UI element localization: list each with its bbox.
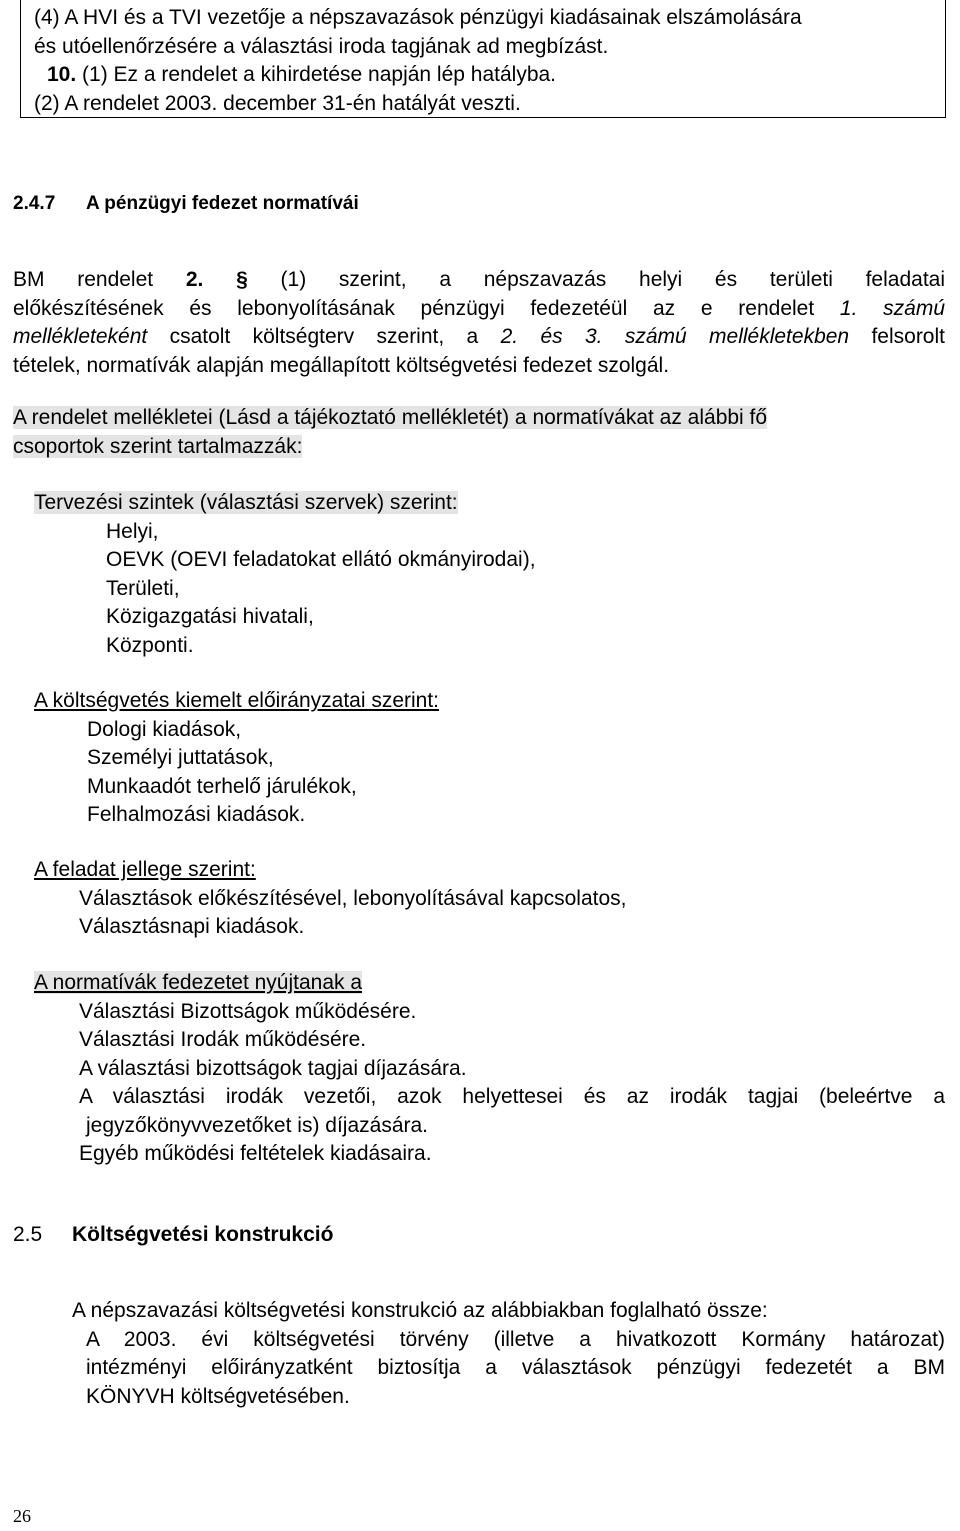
list-item: Személyi juttatások, (87, 746, 274, 769)
list-item: Közigazgatási hivatali, (106, 605, 314, 628)
boxed-excerpt (20, 0, 946, 118)
para1-text-c: előkészítésének és lebonyolításának pénzügyi fedezetéül az e rendelet (13, 296, 840, 320)
para1-italic-d: mellékleteként (13, 325, 148, 348)
section-heading-247 (13, 190, 359, 219)
para1-italic-c: 1. számú (839, 296, 945, 320)
final-line-3: intézményi előirányzatként biztosítja a választások pénzügyi fedezetét a BM (86, 1356, 945, 1379)
para1-line-3 (13, 323, 945, 352)
list-item: Dologi kiadások, (87, 717, 242, 741)
section-title: A pénzügyi fedezet normatívái (86, 193, 359, 214)
para1-text-d2: felsorolt (849, 325, 945, 348)
list-title: A feladat jellege szerint: (34, 858, 256, 881)
section-number: 2.4.7 (13, 193, 56, 214)
box-line-3 (34, 61, 945, 90)
para1-line-1 (13, 266, 945, 295)
section-sign-icon: § (236, 268, 248, 291)
list-item: Helyi, (106, 519, 159, 543)
list-item: Választási Irodák működésére. (79, 1028, 367, 1051)
list-item: Központi. (106, 633, 194, 657)
para1-line-2 (13, 295, 945, 324)
final-line-1: A népszavazási költségvetési konstrukció az alábbiakban foglalható össze: (72, 1299, 768, 1322)
paragraph-konstrukcio (72, 1297, 945, 1411)
para1-bold-number: 2. (185, 268, 204, 291)
list-item: A választási irodák vezetői, azok helyettesei és az irodák tagjai (beleértve a (79, 1085, 945, 1108)
list-title (34, 489, 536, 518)
para1-text-b: (1) szerint, a népszavazás helyi és területi feladatai (280, 268, 945, 291)
list-title (34, 969, 945, 998)
list-title: A költségvetés kiemelt előirányzatai szerint: (34, 689, 440, 712)
para2-line-2 (13, 433, 945, 462)
box-line-4: (2) A rendelet 2003. december 31-én hatályát veszti. (34, 91, 521, 115)
paragraph-mellekletei (13, 404, 945, 461)
box-line-1: (4) A HVI és a TVI vezetője a népszavazások pénzügyi kiadásainak elszámolására (34, 6, 802, 29)
list-tervezesi-szintek (34, 489, 536, 660)
section-number: 2.5 (13, 1223, 43, 1246)
para2-line-1-text: A rendelet mellékletei (Lásd a tájékoztató mellékletét) a normatívákat az alábbi fő (13, 406, 768, 429)
para1-text-a: BM rendelet (13, 268, 186, 291)
list-title-text: A normatívák fedezetet nyújtanak a (34, 971, 363, 994)
list-item: Egyéb működési feltételek kiadásaira. (79, 1142, 432, 1165)
list-item: A választási bizottságok tagjai díjazására. (79, 1056, 467, 1080)
section-heading-25 (13, 1221, 333, 1250)
list-item: Választási Bizottságok működésére. (79, 999, 417, 1023)
para1-line-4: tételek, normatívák alapján megállapított költségvetési fedezet szolgál. (13, 353, 670, 377)
list-koltsegvetes (34, 687, 439, 830)
list-item: Területi, (106, 576, 180, 600)
para1-italic-d2: 2. és 3. számú mellékletekben (500, 325, 850, 348)
list-item: Felhalmozási kiadások. (87, 803, 306, 826)
box-line-3-text: (1) Ez a rendelet a kihirdetése napján lép hatályba. (82, 63, 557, 86)
list-item-continued: jegyzőkönyvvezetőket is) díjazására. (86, 1113, 428, 1137)
box-line-3-number: 10. (47, 63, 77, 86)
list-item: Választásnapi kiadások. (79, 915, 305, 938)
para2-line-1 (13, 404, 945, 433)
box-line-2: és utóellenőrzésére a választási iroda tagjának ad megbízást. (34, 34, 609, 58)
list-item: OEVK (OEVI feladatokat ellátó okmányirodai), (106, 548, 536, 571)
section-title: Költségvetési konstrukció (72, 1223, 334, 1246)
para1-text-d: csatolt költségterv szerint, a (147, 325, 501, 348)
paragraph-bm-rendelet (13, 266, 945, 380)
list-title-text: Tervezési szintek (választási szervek) szerint: (34, 491, 458, 514)
page-number: 26 (13, 1506, 31, 1526)
list-item: Munkaadót terhelő járulékok, (87, 774, 357, 798)
list-normativak (34, 969, 945, 1169)
para2-line-2-text: csoportok szerint tartalmazzák: (13, 434, 303, 458)
final-line-4: KÖNYVH költségvetésében. (86, 1384, 350, 1408)
final-line-2: A 2003. évi költségvetési törvény (illetve a hivatkozott Kormány határozat) (86, 1327, 945, 1351)
list-item: Választások előkészítésével, lebonyolításával kapcsolatos, (79, 886, 627, 910)
list-feladat-jellege (34, 856, 626, 942)
